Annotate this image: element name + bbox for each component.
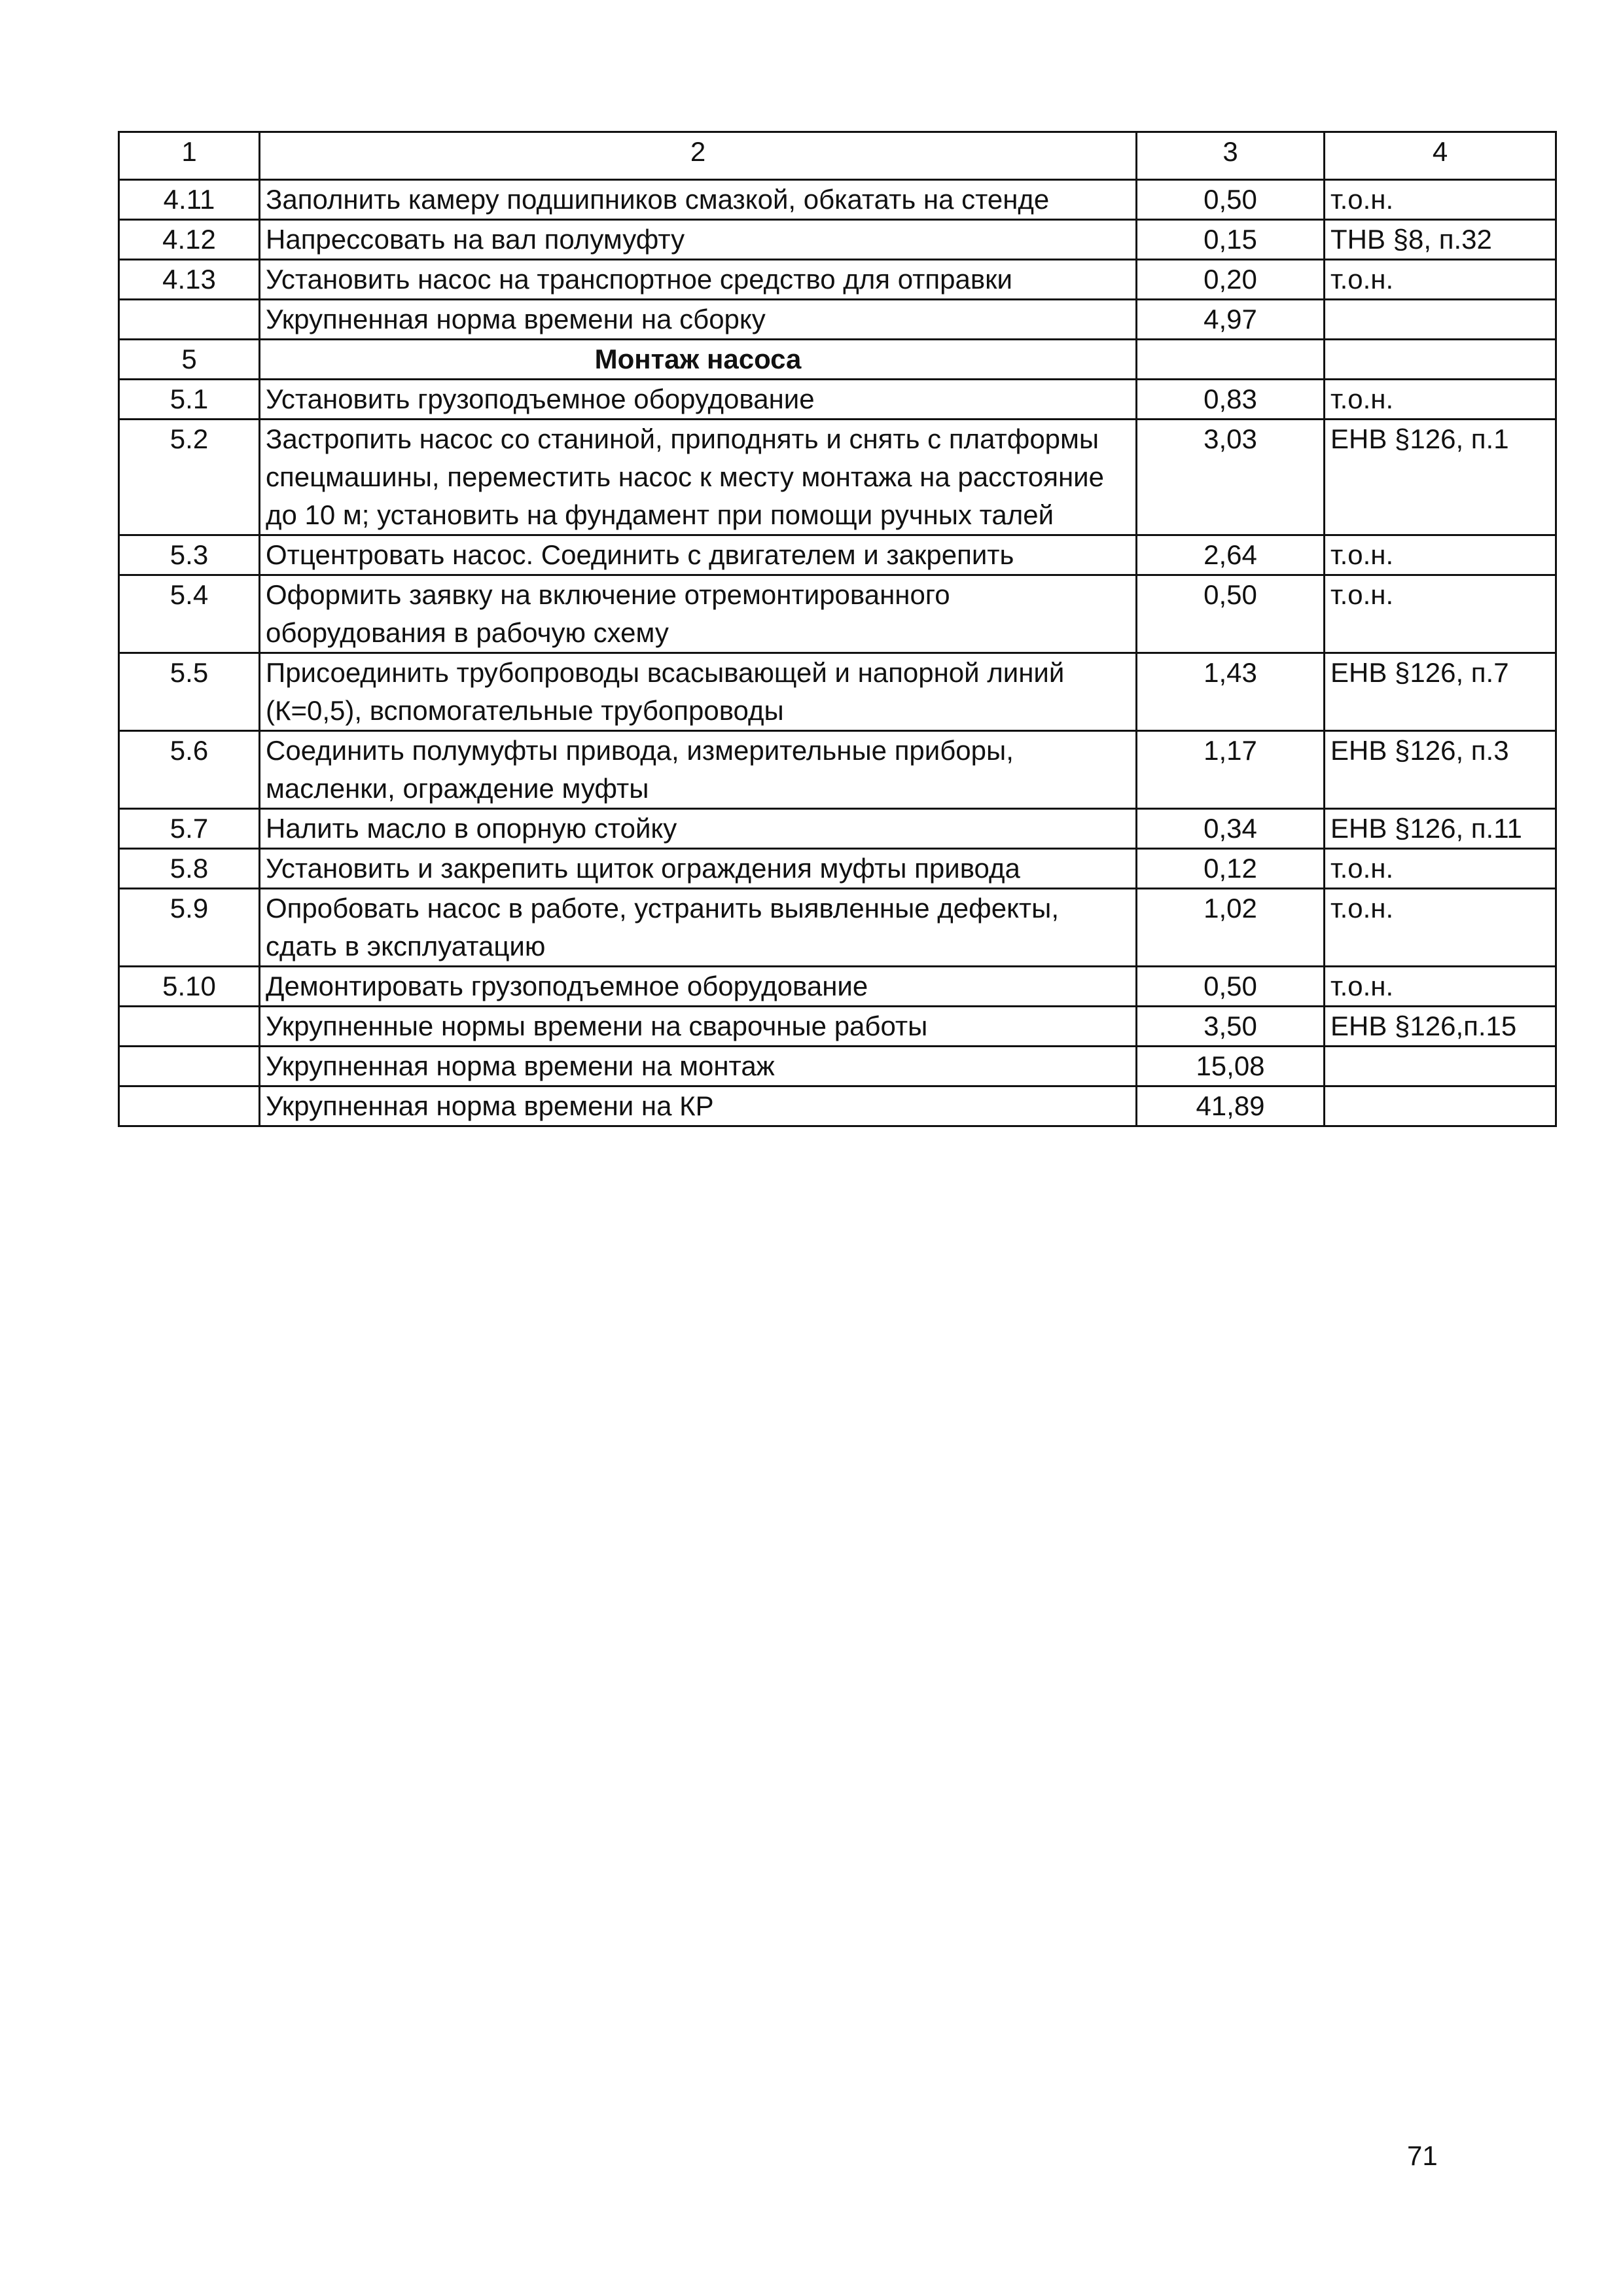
row-reference: т.о.н. xyxy=(1325,180,1556,220)
subtotal-row xyxy=(119,1047,1556,1086)
row-reference: ТНВ §8, п.32 xyxy=(1325,220,1556,260)
norms-table-container xyxy=(118,131,1555,1127)
row-number: 5.10 xyxy=(119,967,260,1007)
row-reference: т.о.н. xyxy=(1325,535,1556,575)
row-text: Укрупненная норма времени на КР xyxy=(260,1086,1137,1126)
row-value: 0,34 xyxy=(1137,809,1325,849)
header-cell: 3 xyxy=(1137,132,1325,180)
row-reference: т.о.н. xyxy=(1325,575,1556,653)
table-row xyxy=(119,535,1556,575)
row-text: Присоединить трубопроводы всасывающей и напорной линий (К=0,5), вспомогательные трубопроводы xyxy=(260,653,1137,731)
row-value: 0,15 xyxy=(1137,220,1325,260)
norms-table xyxy=(118,131,1557,1127)
row-value: 3,03 xyxy=(1137,420,1325,535)
row-number: 5.6 xyxy=(119,731,260,809)
row-number: 5.4 xyxy=(119,575,260,653)
row-text: Застропить насос со станиной, приподнять и снять с платформы спецмашины, переместить насос к месту монтажа на расстояние до 10 м; установить на фундамент при помощи ручных талей xyxy=(260,420,1137,535)
row-reference: т.о.н. xyxy=(1325,889,1556,967)
section-number: 5 xyxy=(119,340,260,380)
row-value: 1,02 xyxy=(1137,889,1325,967)
subtotal-row xyxy=(119,300,1556,340)
table-row xyxy=(119,889,1556,967)
header-cell: 1 xyxy=(119,132,260,180)
row-text: Укрупненная норма времени на сборку xyxy=(260,300,1137,340)
row-reference: ЕНВ §126, п.11 xyxy=(1325,809,1556,849)
row-text: Установить грузоподъемное оборудование xyxy=(260,380,1137,420)
row-value: 2,64 xyxy=(1137,535,1325,575)
row-number: 5.2 xyxy=(119,420,260,535)
row-number: 5.8 xyxy=(119,849,260,889)
row-reference xyxy=(1325,340,1556,380)
header-cell: 4 xyxy=(1325,132,1556,180)
table-row xyxy=(119,849,1556,889)
row-text: Налить масло в опорную стойку xyxy=(260,809,1137,849)
row-number: 4.13 xyxy=(119,260,260,300)
row-value: 1,17 xyxy=(1137,731,1325,809)
row-reference: т.о.н. xyxy=(1325,380,1556,420)
table-row xyxy=(119,260,1556,300)
table-row xyxy=(119,420,1556,535)
row-reference: т.о.н. xyxy=(1325,967,1556,1007)
row-number: 5.3 xyxy=(119,535,260,575)
section-title: Монтаж насоса xyxy=(260,340,1137,380)
row-number xyxy=(119,1007,260,1047)
row-value: 0,83 xyxy=(1137,380,1325,420)
row-reference: т.о.н. xyxy=(1325,849,1556,889)
row-number xyxy=(119,1086,260,1126)
row-value: 0,50 xyxy=(1137,180,1325,220)
table-row xyxy=(119,220,1556,260)
total-row xyxy=(119,1086,1556,1126)
table-row xyxy=(119,575,1556,653)
row-number xyxy=(119,1047,260,1086)
table-row xyxy=(119,380,1556,420)
row-number: 5.7 xyxy=(119,809,260,849)
row-reference: ЕНВ §126, п.1 xyxy=(1325,420,1556,535)
row-text: Установить насос на транспортное средство для отправки xyxy=(260,260,1137,300)
row-text: Демонтировать грузоподъемное оборудование xyxy=(260,967,1137,1007)
row-number xyxy=(119,300,260,340)
row-value: 41,89 xyxy=(1137,1086,1325,1126)
table-row xyxy=(119,809,1556,849)
page-number: 71 xyxy=(1407,2140,1438,2171)
row-value: 4,97 xyxy=(1137,300,1325,340)
header-cell: 2 xyxy=(260,132,1137,180)
header-row xyxy=(119,132,1556,180)
row-reference xyxy=(1325,1047,1556,1086)
row-value: 1,43 xyxy=(1137,653,1325,731)
row-number: 4.11 xyxy=(119,180,260,220)
row-reference: т.о.н. xyxy=(1325,260,1556,300)
table-row xyxy=(119,731,1556,809)
table-row xyxy=(119,653,1556,731)
row-number: 5.1 xyxy=(119,380,260,420)
row-text: Установить и закрепить щиток ограждения муфты привода xyxy=(260,849,1137,889)
row-reference: ЕНВ §126,п.15 xyxy=(1325,1007,1556,1047)
row-value: 3,50 xyxy=(1137,1007,1325,1047)
row-reference xyxy=(1325,1086,1556,1126)
row-reference xyxy=(1325,300,1556,340)
row-text: Соединить полумуфты привода, измерительные приборы, масленки, ограждение муфты xyxy=(260,731,1137,809)
section-header-row xyxy=(119,340,1556,380)
row-number: 4.12 xyxy=(119,220,260,260)
row-text: Напрессовать на вал полумуфту xyxy=(260,220,1137,260)
row-reference: ЕНВ §126, п.7 xyxy=(1325,653,1556,731)
row-value: 0,20 xyxy=(1137,260,1325,300)
table-row xyxy=(119,967,1556,1007)
subtotal-row xyxy=(119,1007,1556,1047)
row-text: Укрупненные нормы времени на сварочные работы xyxy=(260,1007,1137,1047)
row-text: Отцентровать насос. Соединить с двигателем и закрепить xyxy=(260,535,1137,575)
row-value: 0,50 xyxy=(1137,575,1325,653)
row-text: Заполнить камеру подшипников смазкой, обкатать на стенде xyxy=(260,180,1137,220)
row-number: 5.9 xyxy=(119,889,260,967)
table-row xyxy=(119,180,1556,220)
row-text: Оформить заявку на включение отремонтированного оборудования в рабочую схему xyxy=(260,575,1137,653)
row-value: 0,50 xyxy=(1137,967,1325,1007)
row-text: Укрупненная норма времени на монтаж xyxy=(260,1047,1137,1086)
row-value xyxy=(1137,340,1325,380)
row-text: Опробовать насос в работе, устранить выявленные дефекты, сдать в эксплуатацию xyxy=(260,889,1137,967)
row-value: 0,12 xyxy=(1137,849,1325,889)
row-value: 15,08 xyxy=(1137,1047,1325,1086)
row-reference: ЕНВ §126, п.3 xyxy=(1325,731,1556,809)
row-number: 5.5 xyxy=(119,653,260,731)
